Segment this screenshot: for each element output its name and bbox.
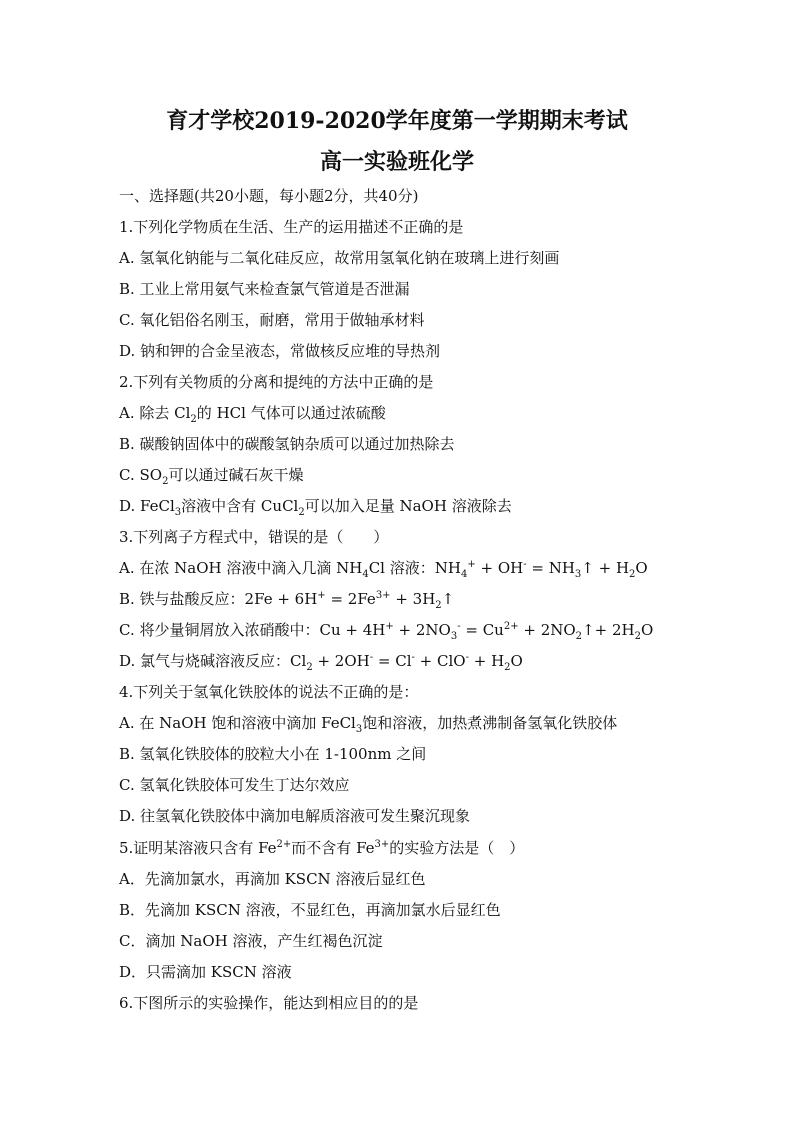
- question-2-option-b: B. 碳酸钠固体中的碳酸氢钠杂质可以通过加热除去: [119, 435, 455, 453]
- question-1-option-d: D. 钠和钾的合金呈液态，常做核反应堆的导热剂: [119, 342, 441, 360]
- question-1-option-b: B. 工业上常用氨气来检查氯气管道是否泄漏: [119, 280, 410, 298]
- question-2-option-d: D. FeCl$_3$溶液中含有 CuCl$_2$可以加入足量 NaOH 溶液除去: [119, 497, 512, 518]
- question-1-option-a: A. 氢氧化钠能与二氧化硅反应，故常用氢氧化钠在玻璃上进行刻画: [119, 249, 560, 267]
- question-3-option-b: B. 铁与盐酸反应：$2Fe + 6H^+ = 2Fe^{3+}$ + $3H_2↑$: [119, 590, 455, 611]
- question-1-option-c: C. 氧化铝俗名刚玉，耐磨，常用于做轴承材料: [119, 311, 425, 329]
- question-4-option-a: A. 在 NaOH 饱和溶液中滴加 FeCl$_3$饱和溶液，加热煮沸制备氢氧化铁胶体: [119, 714, 618, 735]
- question-5-option-d: D．只需滴加 KSCN 溶液: [119, 963, 292, 981]
- question-3-option-d: D. 氯气与烧碱溶液反应：$Cl_2 + 2OH^- = Cl^- + ClO^- + H_2O$: [119, 652, 523, 673]
- question-3-option-a: A. 在浓 NaOH 溶液中滴入几滴 $NH_4Cl$ 溶液：$NH_4^+ + OH^-$ = $NH_3↑ + H_2O$: [119, 559, 648, 580]
- question-4-option-c: C. 氢氧化铁胶体可发生丁达尔效应: [119, 776, 350, 794]
- question-5-option-c: C．滴加 NaOH 溶液，产生红褐色沉淀: [119, 932, 383, 950]
- question-4-option-d: D. 往氢氧化铁胶体中滴加电解质溶液可发生聚沉现象: [119, 807, 471, 825]
- section-heading: 一、选择题(共20小题，每小题2分，共40分): [119, 187, 419, 205]
- question-4-option-b: B. 氢氧化铁胶体的胶粒大小在 1-100nm 之间: [119, 745, 427, 763]
- question-3-option-c: C. 将少量铜屑放入浓硝酸中：$Cu + 4H^+ + 2NO_3^- = Cu^{2+}$ + $2NO_2↑+ 2H_2O$: [119, 621, 654, 642]
- question-3-stem: 3.下列离子方程式中，错误的是（ ）: [119, 528, 389, 546]
- question-2-option-c: C. $SO_2$可以通过碱石灰干燥: [119, 466, 304, 487]
- question-1-stem: 1.下列化学物质在生活、生产的运用描述不正确的是: [119, 218, 464, 236]
- exam-title: 育才学校2019-2020学年度第一学期期末考试: [166, 108, 628, 134]
- question-5-option-a: A．先滴加氯水，再滴加 KSCN 溶液后显红色: [119, 870, 426, 888]
- question-5-stem: 5.证明某溶液只含有 $Fe^{2+}$而不含有 $Fe^{3+}$的实验方法是（ ）: [119, 839, 525, 857]
- exam-subtitle: 高一实验班化学: [319, 149, 474, 175]
- question-6-stem: 6.下图所示的实验操作，能达到相应目的的是: [119, 994, 419, 1012]
- question-2-stem: 2.下列有关物质的分离和提纯的方法中正确的是: [119, 373, 434, 391]
- question-4-stem: 4.下列关于氢氧化铁胶体的说法不正确的是：: [119, 683, 419, 701]
- question-2-option-a: A. 除去 $Cl_2$的 HCl 气体可以通过浓硫酸: [119, 404, 386, 425]
- question-5-option-b: B．先滴加 KSCN 溶液，不显红色，再滴加氯水后显红色: [119, 901, 501, 919]
